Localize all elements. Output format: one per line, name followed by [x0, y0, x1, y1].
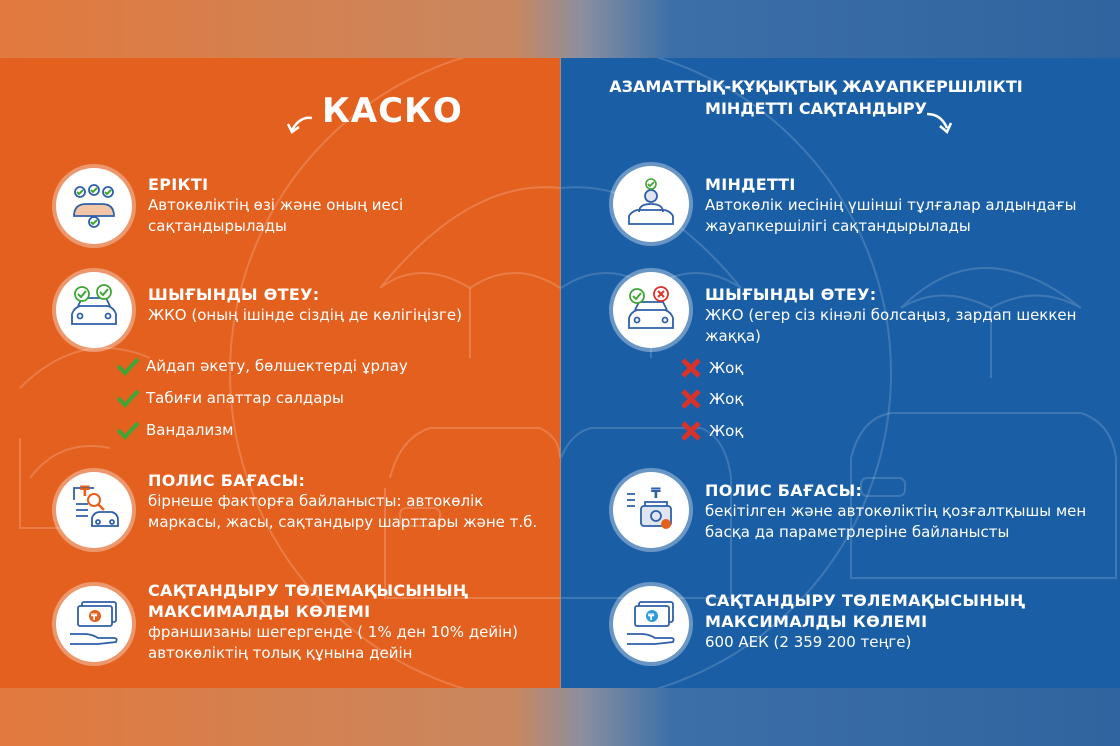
svg-text:₸: ₸ [91, 613, 98, 623]
max-payment-text: 600 АЕК (2 359 200 теңге) [705, 633, 912, 651]
cross-icon [679, 358, 703, 378]
max-payment-text: франшизаны шегергенде ( 1% ден 10% дейін) автокөліктің толық құнына дейін [148, 623, 518, 662]
compensation-block [705, 284, 1105, 347]
oskpo-item-label: Жоқ [709, 422, 744, 440]
compensation-title: ШЫҒЫНДЫ ӨТЕУ: [148, 285, 320, 304]
svg-text:₸: ₸ [651, 486, 661, 502]
compensation-icon [56, 272, 132, 348]
curved-arrow-icon [923, 110, 953, 136]
price-text: бірнеше факторға байланысты: автокөлік маркасы, жасы, сақтандыру шарттары және т.б. [148, 492, 538, 531]
compensation-text: ЖКО (оның ішінде сіздің де көлігіңізге) [148, 306, 463, 324]
oskpo-item-theft [679, 358, 743, 378]
price-title: ПОЛИС БАҒАСЫ: [148, 471, 306, 490]
curved-arrow-icon [286, 114, 316, 136]
mandatory-icon [613, 166, 689, 242]
check-icon [116, 388, 140, 408]
compensation-block [148, 284, 538, 326]
kasko-item-label: Айдап әкету, бөлшектерді ұрлау [146, 357, 408, 375]
oskpo-title: АЗАМАТТЫҚ-ҚҰҚЫҚТЫҚ ЖАУАПКЕРШІЛІКТІ МІНДЕТТІ САҚТАНДЫРУ [609, 77, 1023, 118]
price-text: бекітілген және автокөліктің қозғалтқышы мен басқа да параметрлеріне байланысты [705, 502, 1087, 541]
max-payment-title: САҚТАНДЫРУ ТӨЛЕМАҚЫСЫНЫҢ МАКСИМАЛДЫ КӨЛЕМІ [148, 581, 469, 621]
mandatory-text: Автокөлік иесінің үшінші тұлғалар алдындағы жауапкершілігі сақтандырылады [705, 196, 1077, 235]
payment-icon [56, 586, 132, 662]
voluntary-text: Автокөліктің өзі және оның иесі сақтандырылады [148, 196, 404, 235]
cross-icon [679, 421, 703, 441]
kasko-item-label: Вандализм [146, 421, 234, 439]
mandatory-block [705, 174, 1105, 237]
max-payment-block [705, 590, 1105, 653]
price-block [148, 470, 538, 533]
kasko-item-disasters [116, 388, 344, 408]
kasko-item-vandalism [116, 420, 233, 440]
price-icon [613, 472, 689, 548]
voluntary-icon [56, 168, 132, 244]
price-title: ПОЛИС БАҒАСЫ: [705, 481, 863, 500]
svg-text:₸: ₸ [80, 484, 90, 500]
compensation-text: ЖКО (егер сіз кінәлі болсаңыз, зардап шеккен жаққа) [705, 306, 1077, 345]
oskpo-item-vandalism [679, 421, 743, 441]
payment-icon [613, 586, 689, 662]
oskpo-item-label: Жоқ [709, 390, 744, 408]
kasko-item-theft [116, 356, 408, 376]
voluntary-block [148, 174, 528, 237]
check-icon [116, 420, 140, 440]
kasko-item-label: Табиғи апаттар салдары [146, 389, 344, 407]
max-payment-title: САҚТАНДЫРУ ТӨЛЕМАҚЫСЫНЫҢ МАКСИМАЛДЫ КӨЛЕМІ [705, 591, 1026, 631]
max-payment-block [148, 580, 548, 664]
cross-icon [679, 389, 703, 409]
price-block [705, 480, 1105, 543]
oskpo-panel [561, 58, 1120, 688]
svg-text:₸: ₸ [648, 613, 655, 623]
kasko-panel [0, 58, 560, 688]
oskpo-item-label: Жоқ [709, 359, 744, 377]
kasko-title: КАСКО [322, 91, 463, 131]
price-icon [56, 472, 132, 548]
voluntary-title: ЕРІКТІ [148, 175, 209, 194]
check-icon [116, 356, 140, 376]
compensation-title: ШЫҒЫНДЫ ӨТЕУ: [705, 285, 877, 304]
oskpo-item-disasters [679, 389, 743, 409]
mandatory-title: МІНДЕТТІ [705, 175, 796, 194]
compensation-icon [613, 272, 689, 348]
